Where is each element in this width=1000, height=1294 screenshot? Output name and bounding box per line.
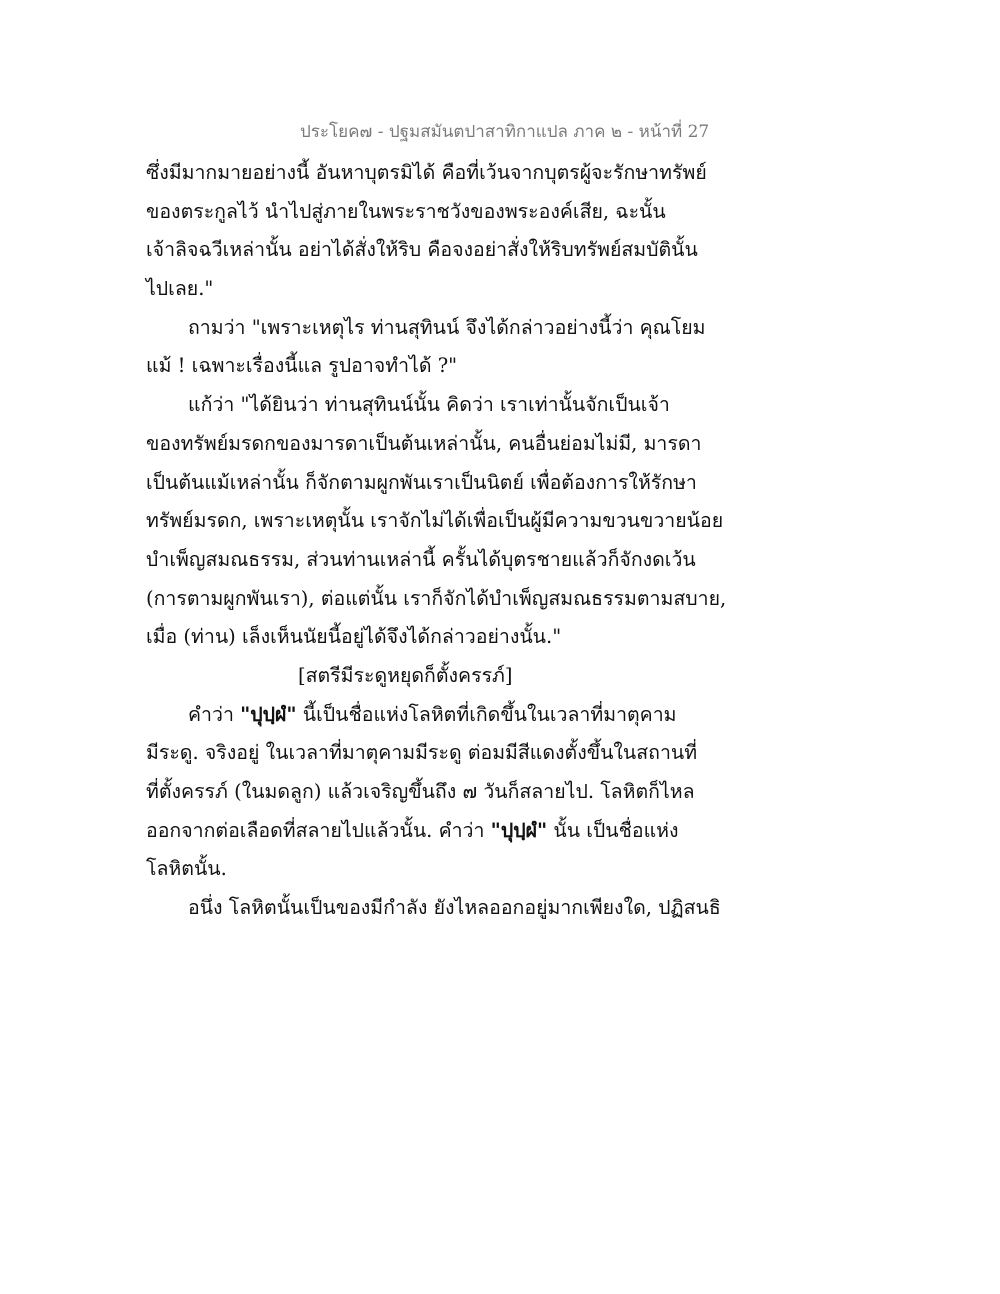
body-text [146, 154, 727, 928]
running-header: ประโยค๗ - ปฐมสมันตปาสาทิกาแปล ภาค ๒ - หน้าที่ 27 [300, 122, 710, 142]
text-segment: นี้เป็นชื่อแห่งโลหิตที่เกิดขึ้นในเวลาที่มาตุคาม [296, 702, 677, 726]
text-line: ที่ตั้งครรภ์ (ในมดลูก) แล้วเจริญขึ้นถึง ๗ วันก็สลายไป. โลหิตก็ไหล [146, 780, 695, 803]
text-line: ของทรัพย์มรดกของมารดาเป็นต้นเหล่านั้น, คนอื่นย่อมไม่มี, มารดา [146, 431, 702, 455]
paragraph-start-line [146, 696, 706, 735]
text-segment: ออกจากต่อเลือดที่สลายไปแล้วนั้น. คำว่า [146, 818, 491, 842]
paragraph-start-line: แก้ว่า "ได้ยินว่า ท่านสุทินน์นั้น คิดว่า เราเท่านั้นจักเป็นเจ้า [188, 393, 670, 417]
text-line: (การตามผูกพันเรา), ต่อแต่นั้น เราก็จักได้บำเพ็ญสมณธรรมตามสบาย, [146, 586, 727, 610]
text-line: เป็นต้นแม้เหล่านั้น ก็จักตามผูกพันเราเป็นนิตย์ เพื่อต้องการให้รักษา [146, 470, 697, 494]
text-segment: นั้น เป็นชื่อแห่ง [547, 818, 679, 842]
text-line: แม้ ! เฉพาะเรื่องนี้แล รูปอาจทำได้ ?" [146, 354, 458, 378]
text-segment: คำว่า [188, 702, 241, 726]
pali-term: "ปุปฺผํ" [240, 702, 297, 726]
section-heading: [สตรีมีระดูหยุดก็ตั้งครรภ์] [298, 663, 513, 687]
text-line: ของตระกูลไว้ นำไปสู่ภายในพระราชวังของพระองค์เสีย, ฉะนั้น [146, 199, 666, 223]
text-line: ซึ่งมีมากมายอย่างนี้ อันหาบุตรมิได้ คือที่เว้นจากบุตรผู้จะรักษาทรัพย์ [146, 161, 707, 184]
text-line: เมื่อ (ท่าน) เล็งเห็นนัยนี้อยู่ได้จึงได้กล่าวอย่างนั้น." [146, 625, 562, 649]
text-line: เจ้าลิจฉวีเหล่านั้น อย่าได้สั่งให้ริบ คือจงอย่าสั่งให้ริบทรัพย์สมบัตินั้น [146, 238, 698, 262]
text-line: บำเพ็ญสมณธรรม, ส่วนท่านเหล่านี้ ครั้นได้บุตรชายแล้วก็จักงดเว้น [146, 547, 696, 571]
text-line [146, 812, 706, 851]
paragraph-start-line: อนึ่ง โลหิตนั้นเป็นของมีกำลัง ยังไหลออกอยู่มากเพียงใด, ปฏิสนธิ [188, 896, 721, 920]
text-line: ไปเลย." [146, 277, 214, 301]
pali-term: "ปุปฺผํ" [490, 818, 548, 842]
text-line: มีระดู. จริงอยู่ ในเวลาที่มาตุคามมีระดู ต่อมมีสีแดงตั้งขึ้นในสถานที่ [146, 741, 698, 765]
text-line: โลหิตนั้น. [146, 857, 227, 881]
text-line: ทรัพย์มรดก, เพราะเหตุนั้น เราจักไม่ได้เพื่อเป็นผู้มีความขวนขวายน้อย [146, 509, 724, 533]
paragraph-start-line: ถามว่า "เพราะเหตุไร ท่านสุทินน์ จึงได้กล่าวอย่างนี้ว่า คุณโยม [188, 315, 706, 339]
